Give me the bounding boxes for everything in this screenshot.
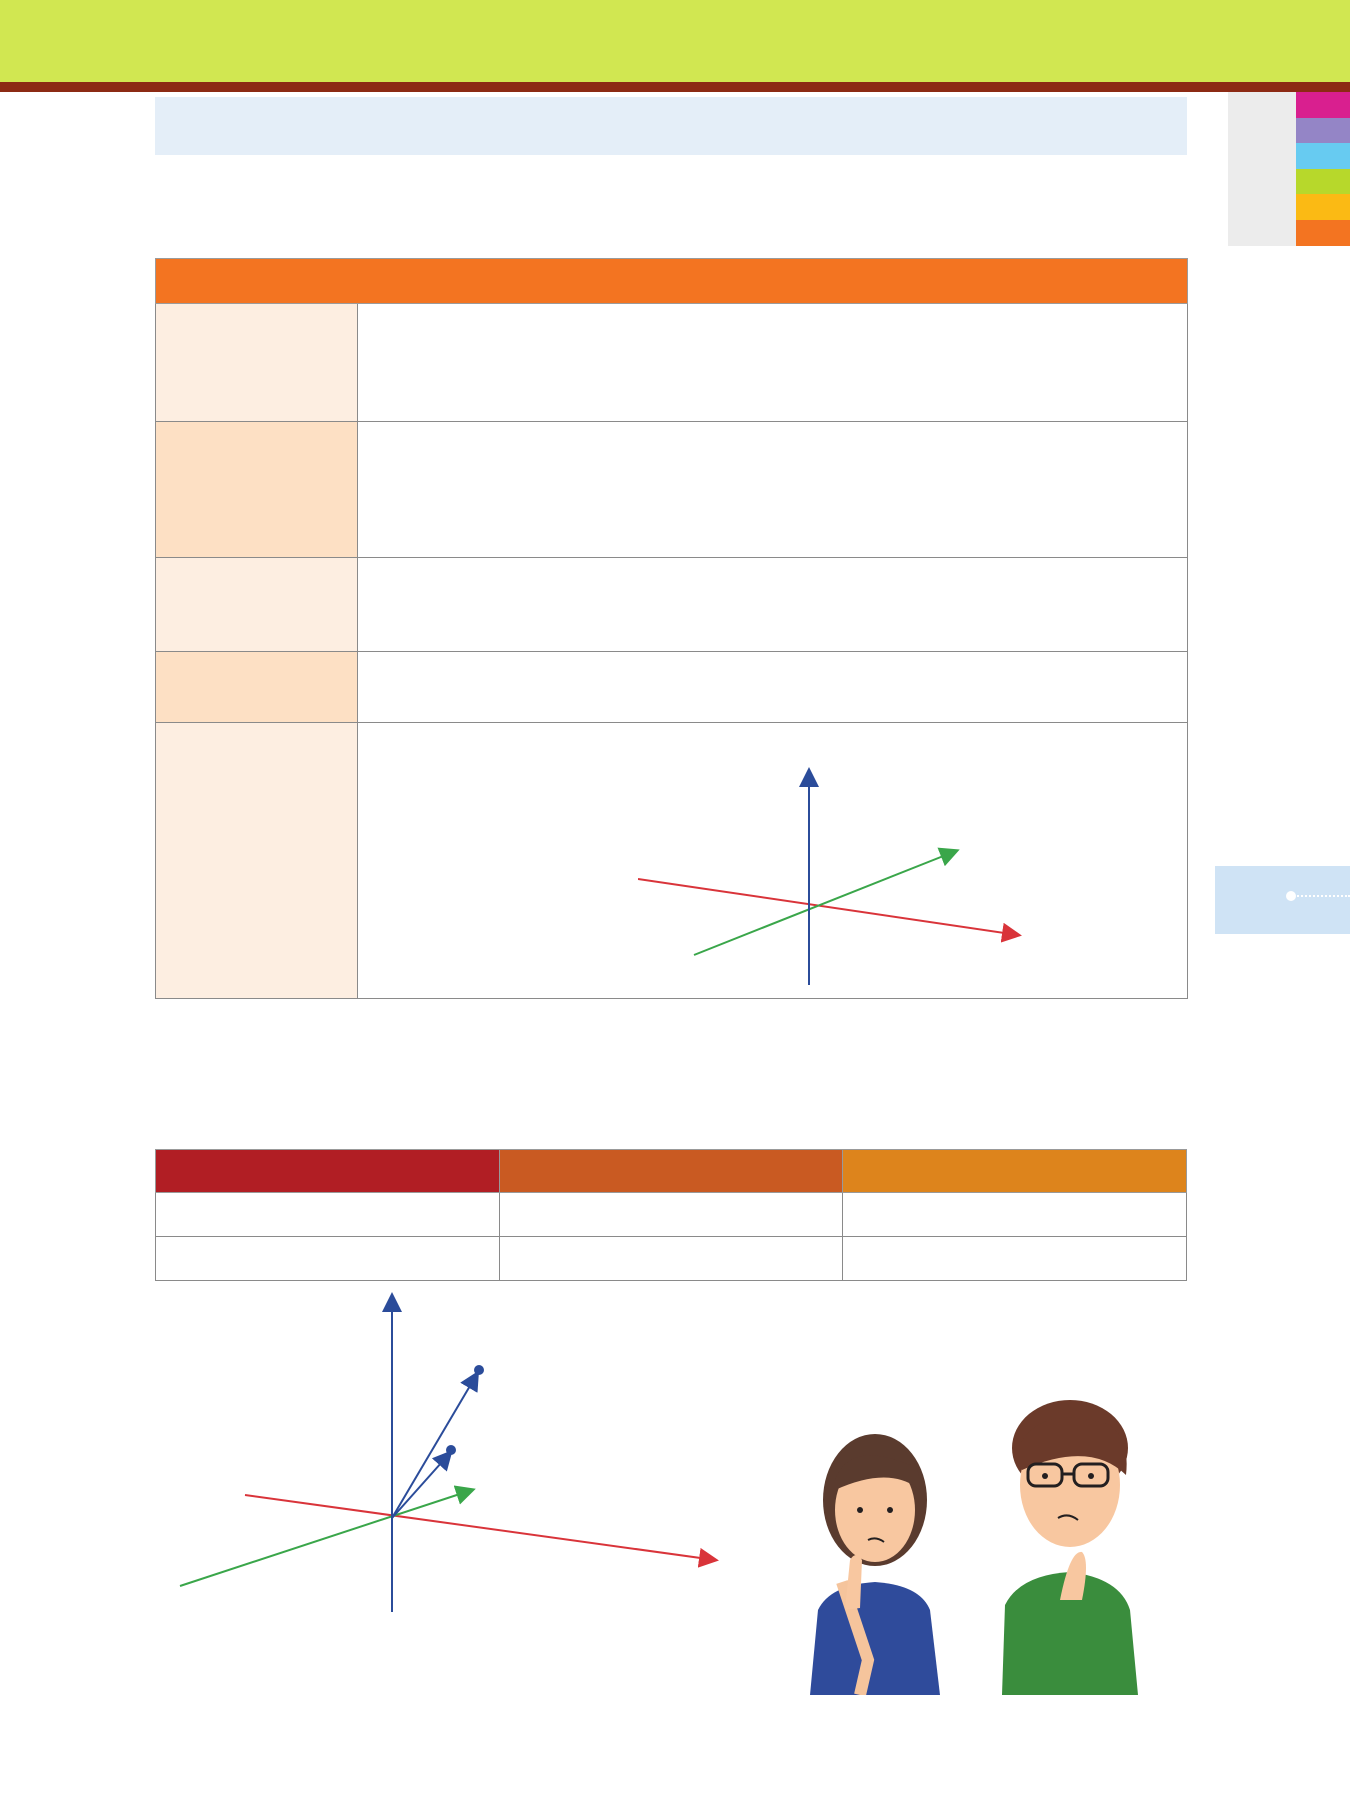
component-item bbox=[368, 422, 1187, 467]
definition-table bbox=[155, 258, 1188, 999]
table-row bbox=[156, 1193, 1187, 1237]
row-label-definicion bbox=[156, 304, 358, 422]
point-2-2-4 bbox=[446, 1445, 456, 1455]
component-item bbox=[368, 512, 1187, 557]
row-label-igualdad bbox=[156, 652, 358, 723]
footer-color-bars bbox=[0, 1693, 1350, 1800]
values-table bbox=[155, 1149, 1187, 1281]
vector-2-2-4 bbox=[392, 1453, 450, 1518]
cell-x bbox=[156, 1237, 500, 1281]
page-dotted-line bbox=[1290, 895, 1350, 897]
coordinate-system-diagram bbox=[638, 763, 1078, 993]
component-item bbox=[368, 467, 1187, 512]
vector-3-3-9 bbox=[392, 1374, 477, 1518]
x-axis-line bbox=[638, 879, 1018, 935]
table-row bbox=[156, 1237, 1187, 1281]
cell-x bbox=[156, 1193, 500, 1237]
definicion-content bbox=[358, 304, 1188, 422]
componentes-content bbox=[358, 422, 1188, 558]
point-3-3-9 bbox=[474, 1365, 484, 1375]
graph-y-axis bbox=[180, 1490, 472, 1586]
header-stripe bbox=[0, 82, 1350, 92]
header-x bbox=[156, 1150, 500, 1193]
woman-figure bbox=[810, 1434, 940, 1695]
row-label-componentes bbox=[156, 422, 358, 558]
cell-y bbox=[499, 1237, 843, 1281]
table-header bbox=[156, 259, 1188, 304]
cell-z[interactable] bbox=[843, 1237, 1187, 1281]
man-figure bbox=[1002, 1400, 1138, 1695]
sistemas-content bbox=[358, 723, 1188, 999]
cell-z[interactable] bbox=[843, 1193, 1187, 1237]
header-z bbox=[843, 1150, 1187, 1193]
graph-x-axis bbox=[245, 1495, 715, 1560]
color-stack bbox=[1296, 92, 1350, 246]
igualdad-content bbox=[358, 652, 1188, 723]
learning-objective bbox=[155, 97, 1187, 155]
y-axis-line bbox=[694, 851, 956, 955]
header-y bbox=[499, 1150, 843, 1193]
header-band bbox=[0, 0, 1350, 82]
row-label-elementos bbox=[156, 558, 358, 652]
cell-y bbox=[499, 1193, 843, 1237]
tema-tab bbox=[1228, 92, 1296, 246]
3d-graph bbox=[150, 1290, 730, 1650]
people-illustration bbox=[790, 1360, 1150, 1695]
elementos-content bbox=[358, 558, 1188, 652]
page-number-tab bbox=[1215, 866, 1350, 934]
row-label-sistemas bbox=[156, 723, 358, 999]
